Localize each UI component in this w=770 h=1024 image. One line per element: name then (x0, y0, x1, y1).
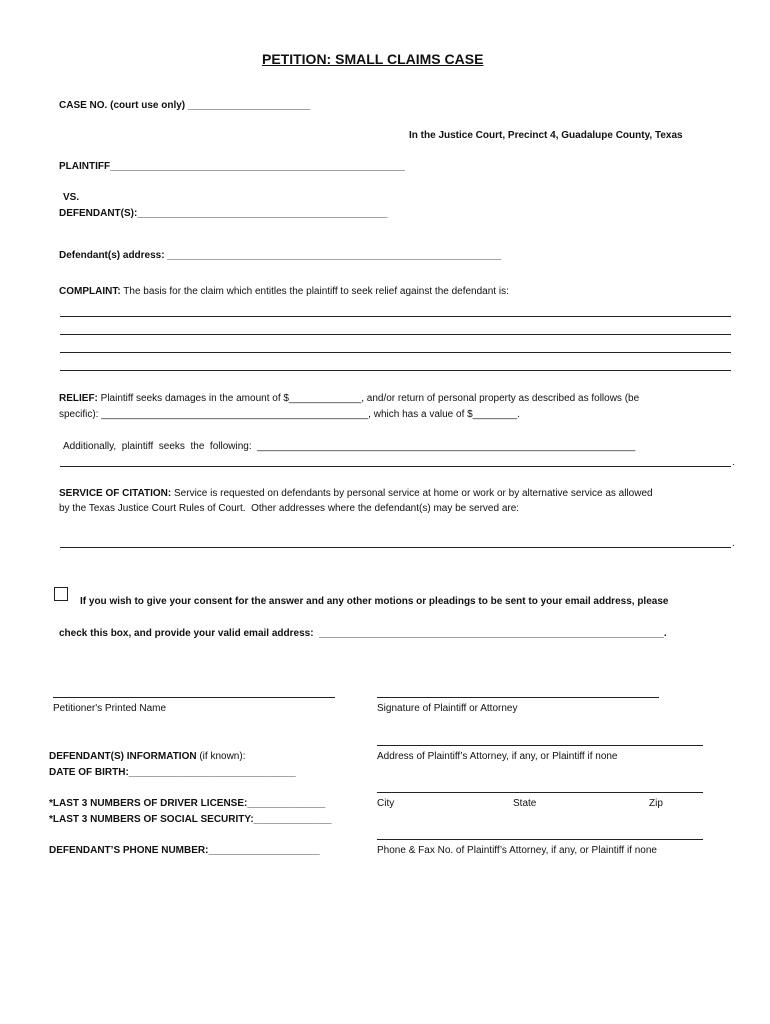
case-number-field[interactable]: CASE NO. (court use only) ______________________ (59, 100, 311, 111)
relief-text: Plaintiff seeks damages in the amount of $_____________, and/or return of personal property as described as follows (be (97, 393, 640, 404)
additional-relief-line[interactable] (60, 466, 731, 467)
attorney-phone-label: Phone & Fax No. of Plaintiff’s Attorney, if any, or Plaintiff if none (377, 845, 657, 856)
printed-name-line[interactable] (53, 697, 335, 698)
relief-label: RELIEF: (59, 393, 98, 404)
attorney-phone-line[interactable] (377, 839, 703, 840)
additional-relief-period: . (732, 457, 735, 468)
complaint-heading (59, 285, 509, 299)
relief-line-2[interactable]: specific): ________________________________________________, which has a value of $________. (59, 409, 520, 420)
service-address-period: . (732, 538, 735, 549)
service-text: Service is requested on defendants by personal service at home or work or by alternative service as allowed (171, 488, 653, 499)
complaint-line[interactable] (60, 352, 731, 353)
driver-license-field[interactable]: *LAST 3 NUMBERS OF DRIVER LICENSE:______________ (49, 798, 326, 809)
printed-name-label: Petitioner's Printed Name (53, 703, 167, 714)
consent-email-field[interactable]: check this box, and provide your valid email address: ______________________________________________________________. (59, 628, 667, 639)
defendant-phone-field[interactable]: DEFENDANT’S PHONE NUMBER:____________________ (49, 845, 320, 856)
attorney-address-label: Address of Plaintiff’s Attorney, if any, or Plaintiff if none (377, 751, 618, 762)
additional-relief-field[interactable]: Additionally, plaintiff seeks the following: ____________________________________________________________________ (63, 441, 636, 452)
complaint-line[interactable] (60, 334, 731, 335)
signature-label: Signature of Plaintiff or Attorney (377, 703, 518, 714)
complaint-label: COMPLAINT: (59, 286, 121, 297)
attorney-address-line[interactable] (377, 745, 703, 746)
complaint-line[interactable] (60, 370, 731, 371)
service-line-1 (59, 487, 653, 501)
complaint-line[interactable] (60, 316, 731, 317)
consent-line-1: If you wish to give your consent for the answer and any other motions or pleadings to be sent to your email address, please (80, 596, 669, 607)
defendant-info-heading (49, 750, 245, 764)
state-label: State (513, 798, 537, 809)
signature-line[interactable] (377, 697, 659, 698)
defendant-field[interactable]: DEFENDANT(S):_____________________________________________ (59, 208, 388, 219)
city-label: City (377, 798, 395, 809)
email-consent-checkbox[interactable] (54, 587, 68, 601)
city-state-zip-line[interactable] (377, 792, 703, 793)
defendant-address-field[interactable]: Defendant(s) address: ____________________________________________________________ (59, 250, 502, 261)
relief-line-1[interactable] (59, 392, 639, 406)
service-line-2: by the Texas Justice Court Rules of Court. Other addresses where the defendant(s) may be served are: (59, 503, 520, 514)
service-address-line[interactable] (60, 547, 731, 548)
date-of-birth-field[interactable]: DATE OF BIRTH:______________________________ (49, 767, 296, 778)
defendant-info-note: (if known): (196, 751, 246, 762)
form-title: PETITION: SMALL CLAIMS CASE (262, 51, 484, 67)
complaint-text: The basis for the claim which entitles the plaintiff to seek relief against the defendant is: (120, 286, 509, 297)
court-name: In the Justice Court, Precinct 4, Guadalupe County, Texas (409, 130, 683, 141)
service-label: SERVICE OF CITATION: (59, 488, 172, 499)
plaintiff-field[interactable]: PLAINTIFF_____________________________________________________ (59, 161, 405, 172)
versus-label: VS. (63, 192, 80, 203)
zip-label: Zip (649, 798, 663, 809)
defendant-info-label: DEFENDANT(S) INFORMATION (49, 751, 197, 762)
social-security-field[interactable]: *LAST 3 NUMBERS OF SOCIAL SECURITY:______________ (49, 814, 332, 825)
